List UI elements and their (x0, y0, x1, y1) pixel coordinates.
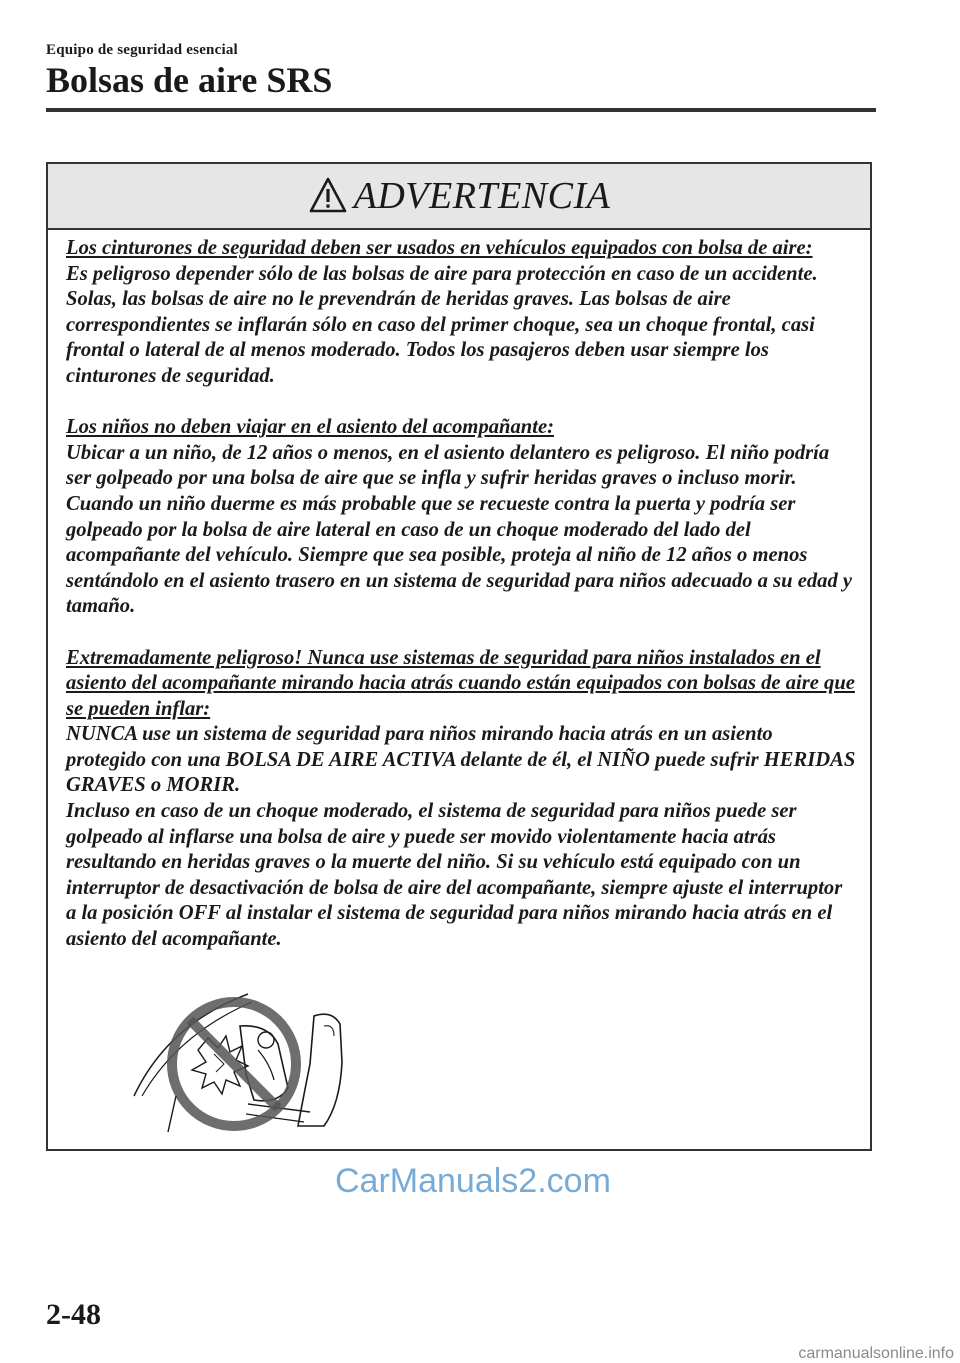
warning-paragraph (66, 646, 856, 953)
warning-header (48, 164, 870, 230)
warning-paragraph (66, 415, 856, 620)
warning-paragraph (66, 236, 856, 390)
paragraph-body: NUNCA use un sistema de seguridad para niños mirando hacia atrás en un asiento protegido con una BOLSA DE AIRE ACTIVA delante de él, el NIÑO puede sufrir HERIDAS GRAVES o MORIR. (66, 723, 856, 797)
section-label: Equipo de seguridad esencial (46, 42, 238, 58)
paragraph-heading: Los cinturones de seguridad deben ser usados en vehículos equipados con bolsa de aire: (66, 237, 813, 259)
paragraph-heading: Extremadamente peligroso! Nunca use sistemas de seguridad para niños instalados en el asiento del acompañante mirando hacia atrás cuando están equipados con bolsas de aire que se pueden inflar: (66, 646, 855, 720)
page-title: Bolsas de aire SRS (46, 60, 333, 100)
warning-title: ADVERTENCIA (353, 175, 611, 217)
warning-body (48, 230, 870, 953)
watermark: CarManuals2.com (335, 1162, 611, 1200)
warning-triangle-icon (308, 176, 348, 214)
page-number: 2-48 (46, 1298, 101, 1331)
title-rule (46, 108, 876, 112)
warning-box (46, 162, 872, 1151)
paragraph-heading: Los niños no deben viajar en el asiento del acompañante: (66, 416, 554, 439)
paragraph-body: Incluso en caso de un choque moderado, el sistema de seguridad para niños puede ser golpeado al inflarse una bolsa de aire y puede ser movido violentamente hacia atrás resultando en heridas graves o la muerte del niño. Si su vehículo está equipado con un interruptor de desactivación de bolsa de aire del acompañante, siempre ajuste el interruptor a la posición OFF al instalar el sistema de seguridad para niños mirando hacia atrás en el asiento del acompañante. (66, 800, 843, 951)
paragraph-body: Ubicar a un niño, de 12 años o menos, en el asiento delantero es peligroso. El niño podría ser golpeado por una bolsa de aire que se infla y sufrir heridas graves o incluso morir. Cuando un niño duerme es más probable que se recueste contra la puerta y podría ser golpeado por la bolsa de aire lateral en caso de un choque moderado del lado del acompañante del vehículo. Siempre que sea posible, proteja al niño de 12 años o menos sentándolo en el asiento trasero en un sistema de seguridad para niños adecuado a su edad y tamaño. (66, 441, 853, 618)
prohibited-rear-facing-child-seat-icon (128, 984, 368, 1134)
footer-watermark: carmanualsonline.info (798, 1345, 954, 1362)
paragraph-body: Es peligroso depender sólo de las bolsas de aire para protección en caso de un accidente. Solas, las bolsas de aire no le prevendrán de heridas graves. Las bolsas de aire correspondientes se inflarán sólo en caso del primer choque, sea un choque frontal, casi frontal o lateral de al menos moderado. Todos los pasajeros deben usar siempre los cinturones de seguridad. (66, 262, 818, 387)
